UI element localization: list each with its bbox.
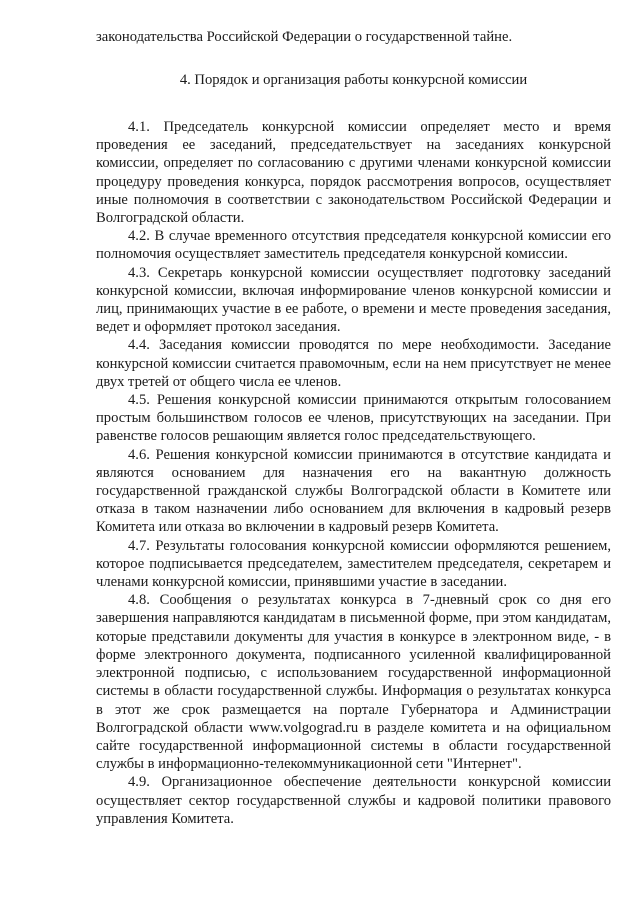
paragraph-4-4: 4.4. Заседания комиссии проводятся по мере необходимости. Заседание конкурсной комиссии считается правомочным, если на нем присутствует не менее двух третей от общего числа ее членов. — [96, 337, 611, 390]
paragraph-4-2: 4.2. В случае временного отсутствия председателя конкурсной комиссии его полномочия осуществляет заместитель председателя конкурсной комиссии. — [96, 228, 611, 263]
paragraph-4-3: 4.3. Секретарь конкурсной комиссии осуществляет подготовку заседаний конкурсной комиссии, включая информирование членов конкурсной комиссии и лиц, принимающих участие в ее работе, о времени и месте проведения заседания, ведет и оформляет протокол заседания. — [96, 264, 611, 336]
paragraph-4-9: 4.9. Организационное обеспечение деятельности конкурсной комиссии осуществляет сектор государственной службы и кадровой политики правового управления Комитета. — [96, 774, 611, 827]
paragraph-4-8: 4.8. Сообщения о результатах конкурса в 7-дневный срок со дня его завершения направляются кандидатам в письменной форме, при этом кандидатам, которые представили документы для участия в конкурсе в электронном виде, - в форме электронного документа, подписанного усиленной квалифицированной электронной подписью, с использованием государственной информационной системы в области государственной службы. Информация о результатах конкурса в этот же срок размещается на портале Губернатора и Администрации Волгоградской области www.volgograd.ru в разделе комитета и на официальном сайте государственной информационной системы в области государственной службы в информационно-телекоммуникационной сети "Интернет". — [96, 592, 611, 773]
paragraph-4-1: 4.1. Председатель конкурсной комиссии определяет место и время проведения ее заседаний, председательствует на заседаниях конкурсной комиссии, определяет по согласованию с другими членами конкурсной комиссии процедуру проведения конкурса, порядок рассмотрения вопросов, осуществляет иные полномочия в соответствии с законодательством Российской Федерации и Волгоградской области. — [96, 119, 611, 227]
paragraph-4-6: 4.6. Решения конкурсной комиссии принимаются в отсутствие кандидата и являются основанием для назначения его на вакантную должность государственной гражданской службы Волгоградской области в Комитете или отказа в таком назначении либо основанием для включения в кадровый резерв Комитета или отказа во включении в кадровый резерв Комитета. — [96, 446, 611, 536]
continued-text-line: законодательства Российской Федерации о государственной тайне. — [96, 29, 513, 45]
paragraph-4-7: 4.7. Результаты голосования конкурсной комиссии оформляются решением, которое подписывается председателем, заместителем председателя, секретарем и членами конкурсной комиссии, принявшими участие в заседании. — [96, 537, 611, 591]
paragraph-4-5: 4.5. Решения конкурсной комиссии принимаются открытым голосованием простым большинством голосов ее членов, присутствующих на заседании. При равенстве голосов решающим является голос председательствующего. — [96, 392, 611, 445]
section-title: 4. Порядок и организация работы конкурсной комиссии — [179, 72, 528, 88]
